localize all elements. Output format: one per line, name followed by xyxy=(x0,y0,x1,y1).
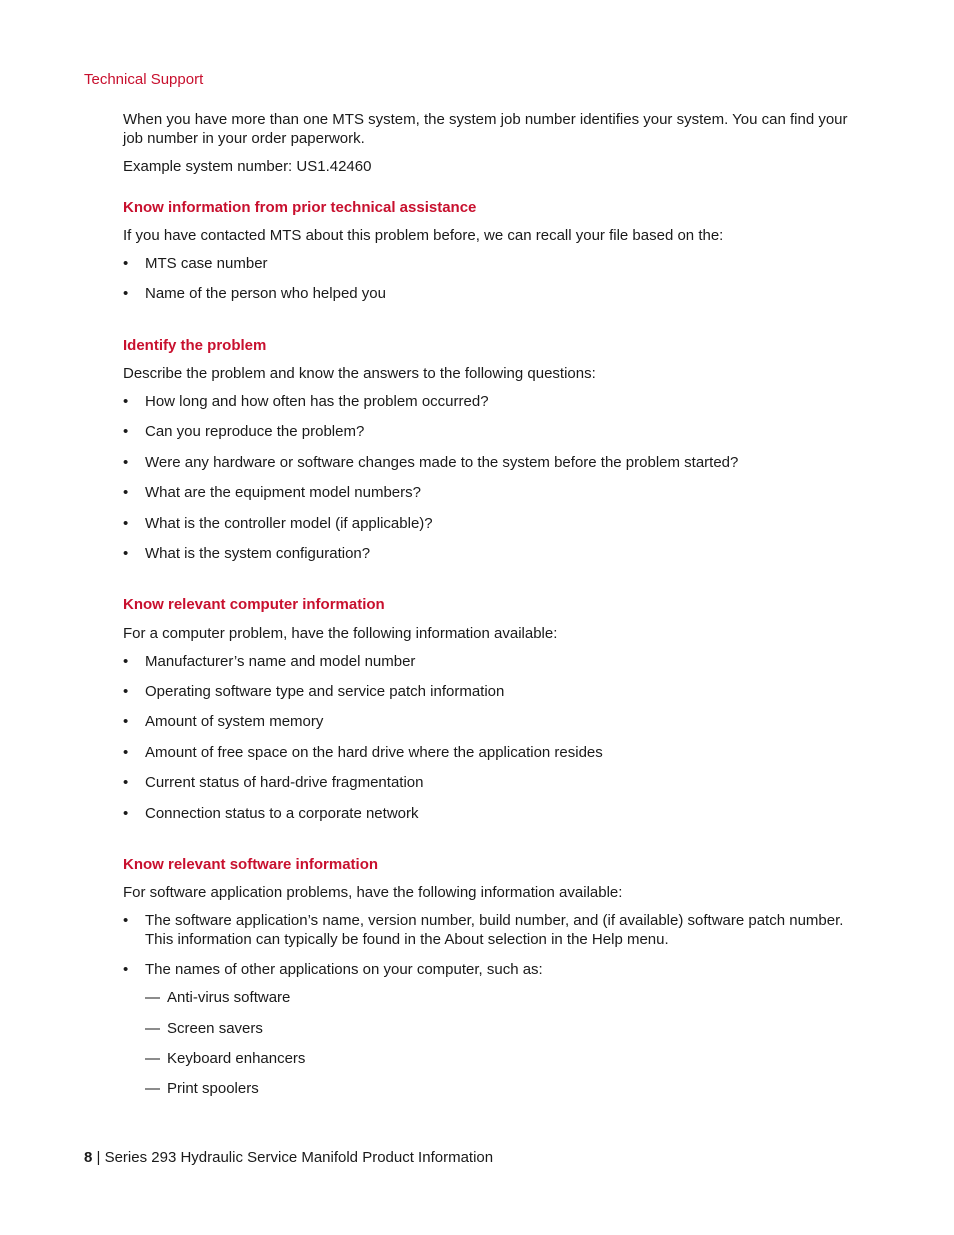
bullet-marker: • xyxy=(123,805,129,822)
computer-lead: For a computer problem, have the following information available: xyxy=(123,625,558,642)
bullet-marker: • xyxy=(123,653,129,670)
list-item: • What is the system configuration? xyxy=(123,545,371,562)
page-footer xyxy=(84,1148,493,1167)
list-item: • The names of other applications on your computer, such as: xyxy=(123,961,543,978)
sub-list-item: — Screen savers xyxy=(145,1020,263,1037)
bullet-marker: • xyxy=(123,285,129,302)
bullet-marker: • xyxy=(123,393,129,410)
sub-list-item: — Anti-virus software xyxy=(145,989,291,1006)
document-title: Series 293 Hydraulic Service Manifold Product Information xyxy=(104,1149,494,1166)
bullet-marker: • xyxy=(123,255,129,272)
list-item: • MTS case number xyxy=(123,255,268,272)
list-item: • Manufacturer’s name and model number xyxy=(123,653,416,670)
bullet-marker: • xyxy=(123,454,129,471)
dash-marker: — xyxy=(145,1050,160,1067)
problem-list xyxy=(123,392,853,563)
bullet-marker: • xyxy=(123,912,129,929)
list-item: • Can you reproduce the problem? xyxy=(123,423,365,440)
list-item: • Name of the person who helped you xyxy=(123,285,386,302)
bullet-marker: • xyxy=(123,545,129,562)
sub-list-item: — Keyboard enhancers xyxy=(145,1050,306,1067)
page-content xyxy=(123,110,853,1098)
bullet-marker: • xyxy=(123,774,129,791)
running-header: Technical Support xyxy=(84,71,204,88)
dash-marker: — xyxy=(145,989,160,1006)
bullet-marker: • xyxy=(123,744,129,761)
bullet-marker: • xyxy=(123,484,129,501)
list-item: • Amount of free space on the hard drive where the application resides xyxy=(123,744,603,761)
heading-prior-assistance: Know information from prior technical assistance xyxy=(123,199,477,216)
list-item: • The software application’s name, version number, build number, and (if available) software patch number. This information can typically be found in the About selection in the Help menu. xyxy=(123,912,844,948)
bullet-marker: • xyxy=(123,961,129,978)
list-item: • What is the controller model (if applicable)? xyxy=(123,515,433,532)
heading-software-info: Know relevant software information xyxy=(123,856,379,873)
bullet-marker: • xyxy=(123,713,129,730)
example-system-number: Example system number: US1.42460 xyxy=(123,158,372,175)
list-item: • Amount of system memory xyxy=(123,713,324,730)
software-sublist xyxy=(123,988,853,1098)
dash-marker: — xyxy=(145,1020,160,1037)
heading-computer-info: Know relevant computer information xyxy=(123,596,385,613)
list-item: • How long and how often has the problem occurred? xyxy=(123,393,489,410)
intro-paragraph: When you have more than one MTS system, the system job number identifies your system. You can find your job number in your order paperwork. xyxy=(123,111,848,147)
computer-list xyxy=(123,652,853,823)
sub-list-item: — Print spoolers xyxy=(145,1080,259,1097)
bullet-marker: • xyxy=(123,683,129,700)
list-item: • Current status of hard-drive fragmentation xyxy=(123,774,424,791)
bullet-marker: • xyxy=(123,423,129,440)
prior-list xyxy=(123,254,853,303)
list-item: • Were any hardware or software changes made to the system before the problem started? xyxy=(123,454,739,471)
dash-marker: — xyxy=(145,1080,160,1097)
software-lead: For software application problems, have the following information available: xyxy=(123,884,623,901)
software-list xyxy=(123,911,853,979)
list-item: • What are the equipment model numbers? xyxy=(123,484,421,501)
page-number: 8 xyxy=(84,1149,93,1166)
prior-lead: If you have contacted MTS about this problem before, we can recall your file based on the: xyxy=(123,227,724,244)
bullet-marker: • xyxy=(123,515,129,532)
problem-lead: Describe the problem and know the answers to the following questions: xyxy=(123,365,596,382)
heading-identify-problem: Identify the problem xyxy=(123,337,267,354)
list-item: • Connection status to a corporate network xyxy=(123,805,419,822)
footer-separator: | xyxy=(92,1149,105,1166)
list-item: • Operating software type and service patch information xyxy=(123,683,505,700)
